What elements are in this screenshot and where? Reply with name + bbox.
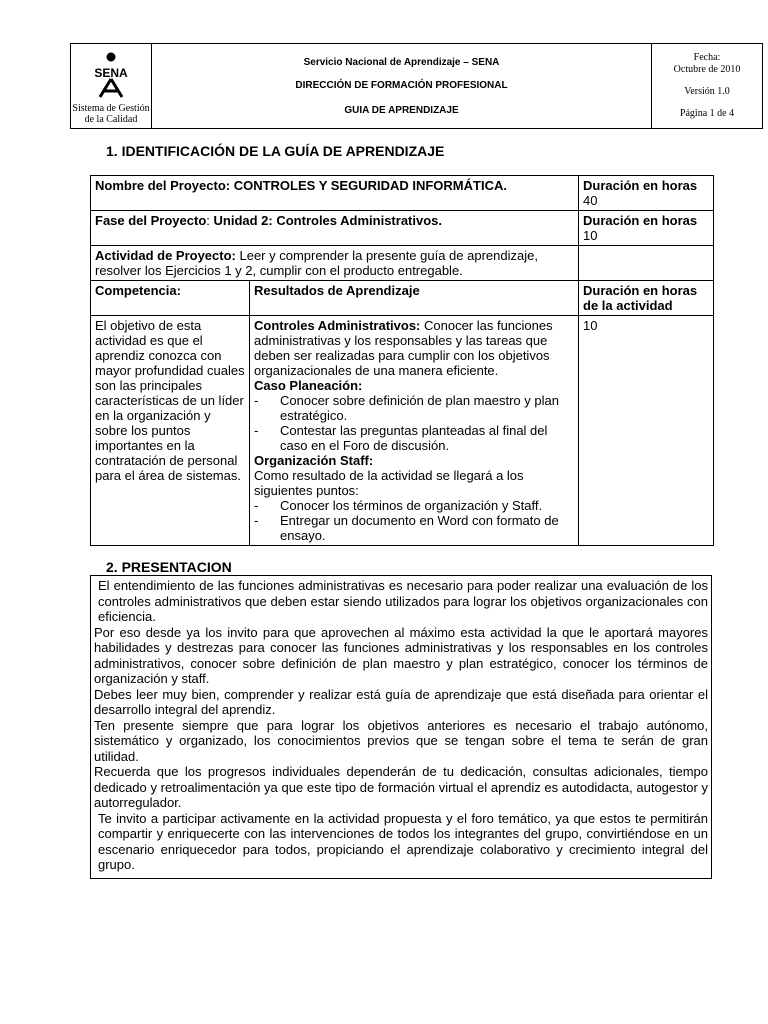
doc-type: GUIA DE APRENDIZAJE bbox=[344, 104, 459, 116]
org-name: Servicio Nacional de Aprendizaje – SENA bbox=[303, 56, 500, 68]
sena-logo-text: SENA bbox=[94, 65, 128, 80]
quality-system-line-2: de la Calidad bbox=[84, 113, 138, 125]
activity-duration: 10 bbox=[579, 316, 714, 546]
project-name-label: Nombre del Proyecto: bbox=[95, 178, 231, 193]
list-item: - Conocer sobre definición de plan maestro y plan estratégico. bbox=[254, 393, 559, 423]
duration-label: Duración en horas bbox=[583, 178, 698, 193]
date-label: Fecha: bbox=[693, 52, 721, 63]
version: Versión 1.0 bbox=[684, 86, 730, 97]
paragraph: El entendimiento de las funciones administrativas es necesario para poder realizar una evaluación de los controles administrativos que deben estar siendo utilizados para lograr los objetivos organizacionales con eficiencia. bbox=[98, 578, 708, 624]
section-1-title: 1. IDENTIFICACIÓN DE LA GUÍA DE APRENDIZAJE bbox=[106, 143, 445, 159]
list-item: - Contestar las preguntas planteadas al final del caso en el Foro de discusión. bbox=[254, 423, 548, 453]
date-value: Octubre de 2010 bbox=[673, 64, 741, 75]
duration-label: Duración en horas bbox=[583, 213, 698, 228]
list-item: - Conocer los términos de organización y Staff. bbox=[254, 498, 543, 513]
resultados-cell bbox=[250, 316, 579, 546]
duration-value: 10 bbox=[583, 228, 598, 243]
activity-label: Actividad de Proyecto: bbox=[95, 248, 236, 263]
paragraph: Por eso desde ya los invito para que aprovechen al máximo esta actividad la que le aportará mayores habilidades y destrezas para conocer las funciones administrativas y los responsables en los controles administrativos, conocer sobre definición de plan maestro y plan estratégico, conocer los términos de organización y staff. bbox=[94, 624, 708, 686]
list-item: - Entregar un documento en Word con formato de ensayo. bbox=[254, 513, 559, 543]
phase-label: Fase del Proyecto bbox=[95, 213, 207, 228]
col-competencia: Competencia: bbox=[91, 281, 250, 316]
table-row bbox=[91, 246, 714, 281]
table-row bbox=[91, 211, 714, 246]
header-right bbox=[652, 44, 763, 129]
competencia-text: El objetivo de esta actividad es que el aprendiz conozca con mayor profundidad cuales son las principales características de un líder en la organización y sobre los puntos importantes en la contratación de personal para el área de sistemas. bbox=[91, 316, 250, 546]
header-center bbox=[152, 44, 652, 129]
direction-name: DIRECCIÓN DE FORMACIÓN PROFESIONAL bbox=[295, 79, 508, 91]
ca-label: Controles Administrativos: bbox=[254, 318, 421, 333]
project-name-value: CONTROLES Y SEGURIDAD INFORMÁTICA. bbox=[230, 178, 507, 193]
paragraph: Ten presente siempre que para lograr los objetivos anteriores es necesario el trabajo autónomo, sistemático y organizado, los conocimientos previos que se tengan sobre el tema te serán de gran utilidad. bbox=[94, 717, 708, 764]
os-text: Como resultado de la actividad se llegará a los siguientes puntos: bbox=[254, 468, 524, 498]
document-header bbox=[70, 43, 763, 129]
paragraph: Recuerda que los progresos individuales dependerán de tu dedicación, consultas adicionales, tiempo dedicado y retroalimentación ya que este tipo de formación virtual el aprendiz es autodidacta, autogestor y autorregulador. bbox=[94, 764, 708, 810]
phase-value: Unidad 2: Controles Administrativos. bbox=[213, 213, 443, 228]
paragraph: Debes leer muy bien, comprender y realizar está guía de aprendizaje que está diseñada para orientar el desarrollo integral del aprendiz. bbox=[94, 686, 708, 717]
identification-table bbox=[90, 175, 714, 546]
table-row bbox=[91, 316, 714, 546]
col-resultados: Resultados de Aprendizaje bbox=[250, 281, 579, 316]
quality-system-line-1: Sistema de Gestión bbox=[72, 102, 150, 114]
phase-sep: : bbox=[206, 213, 214, 228]
cp-label: Caso Planeación: bbox=[254, 378, 363, 393]
logo-cell bbox=[71, 44, 152, 129]
table-header-row bbox=[91, 281, 714, 316]
presentation-box bbox=[90, 575, 712, 879]
col-duracion: Duración en horas de la actividad bbox=[579, 281, 714, 316]
os-label: Organización Staff: bbox=[254, 453, 374, 468]
ca-text: Conocer las funciones administrativas y los responsables y las tareas que deben ser realizadas para cumplir con los objetivos organizacionales de una manera eficiente. bbox=[254, 318, 553, 378]
section-2-title: 2. PRESENTACION bbox=[106, 559, 232, 575]
page-number: Página 1 de 4 bbox=[679, 108, 735, 119]
paragraph: Te invito a participar activamente en la actividad propuesta y el foro temático, ya que estos te permitirán compartir y enriquecerte con las intervenciones de todos los integrantes del grupo, convirtiéndose en un escenario enriquecedor para todos, propiciando el aprendizaje colaborativo y crecimiento integral del grupo. bbox=[98, 810, 708, 872]
activity-value: Leer y comprender la presente guía de aprendizaje, resolver los Ejercicios 1 y 2, cumplir con el producto entregable. bbox=[95, 248, 538, 278]
sena-logo-icon bbox=[81, 48, 141, 98]
table-row bbox=[91, 176, 714, 211]
duration-value: 40 bbox=[583, 193, 598, 208]
